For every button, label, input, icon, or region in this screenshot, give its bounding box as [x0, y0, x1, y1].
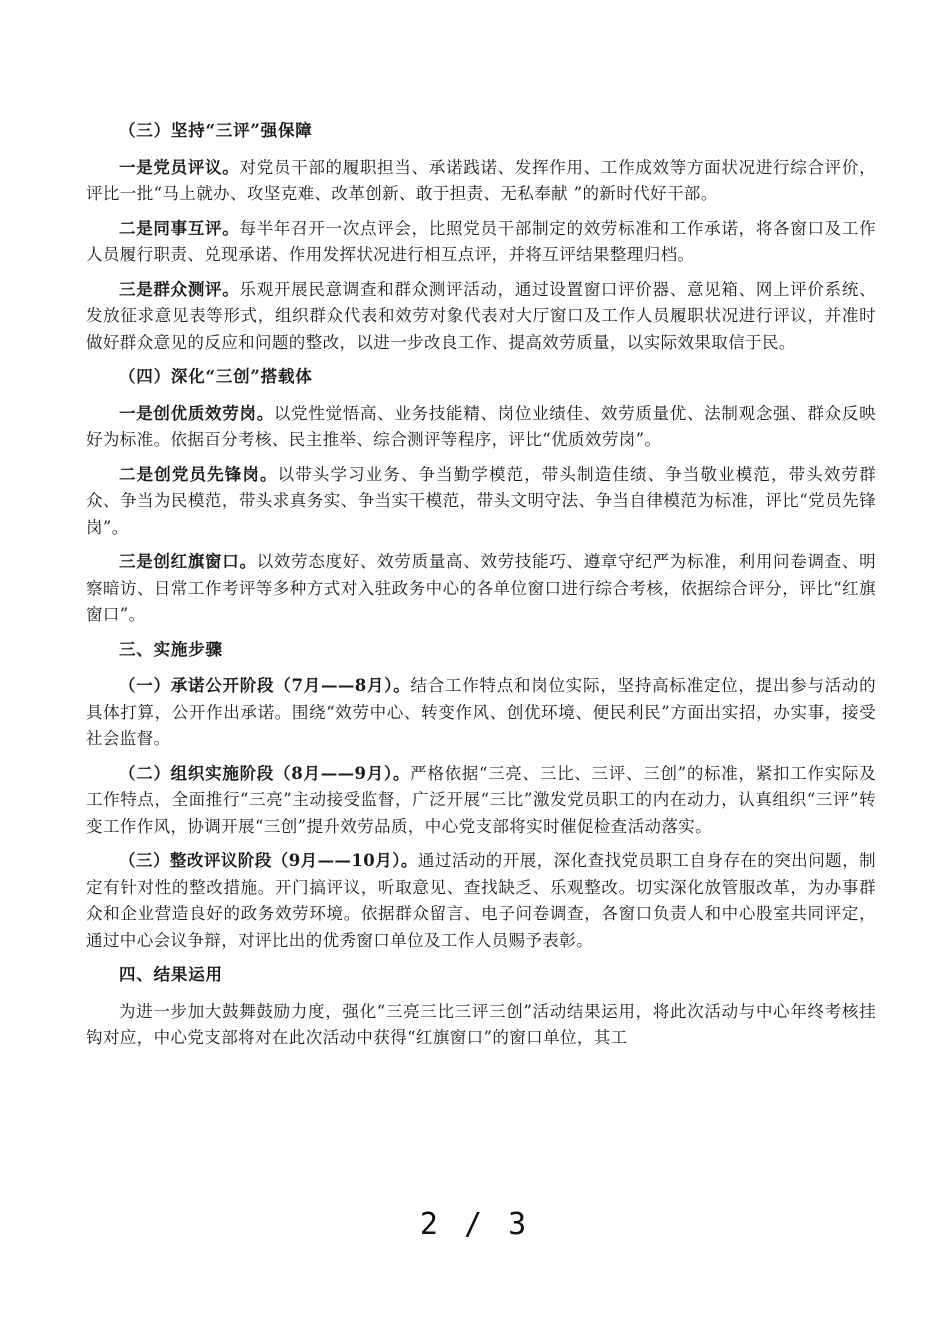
section-heading: 三、实施步骤: [119, 639, 223, 659]
paragraph: [86, 673, 876, 753]
paragraph-body: 为进一步加大鼓舞鼓励力度，强化“三亮三比三评三创”活动结果运用，将此次活动与中心年终考核挂钩对应，中心党支部将对在此次活动中获得“红旗窗口”的窗口单位，其工: [86, 1001, 876, 1047]
paragraph: [86, 155, 876, 208]
paragraph: [86, 216, 876, 269]
paragraph: [86, 462, 876, 542]
section-heading: （三）坚持“三评”强保障: [119, 121, 313, 140]
paragraph: [86, 761, 876, 841]
paragraph-body: 乐观开展民意调查和群众测评活动，通过设置窗口评价器、意见箱、网上评价系统、发放征求意见表等形式，组织群众代表和效劳对象代表对大厅窗口及工作人员履职状况进行评议，并准时做好群众意见的反应和问题的整改，以进一步改良工作、提高效劳质量，以实际效果取信于民。: [86, 279, 876, 352]
paragraph-lead: 三是创红旗窗口。: [119, 552, 257, 571]
paragraph-lead: 二是同事互评。: [119, 218, 240, 238]
paragraph-body: 以效劳态度好、效劳质量高、效劳技能巧、遵章守纪严为标准，利用问卷调查、明察暗访、日常工作考评等多种方式对入驻政务中心的各单位窗口进行综合考核，依据综合评分，评比“红旗窗口”。: [86, 552, 877, 624]
paragraph-body: 以党性觉悟高、业务技能精、岗位业绩佳、效劳质量优、法制观念强、群众反映好为标准。依据百分考核、民主推举、综合测评等程序，评比“优质效劳岗”。: [86, 403, 876, 449]
paragraph-body: 严格依据“三亮、三比、三评、三创”的标准，紧扣工作实际及工作特点，全面推行“三亮”主动接受监督，广泛开展“三比”激发党员职工的内在动力，认真组织“三评”转变工作作风，协调开展“三创”提升效劳品质，中心党支部将实时催促检查活动落实。: [86, 763, 876, 836]
paragraph-body: 对党员干部的履职担当、承诺践诺、发挥作用、工作成效等方面状况进行综合评价，评比一批“马上就办、攻坚克难、改革创新、敢于担责、无私奉献 ”的新时代好干部。: [86, 157, 876, 203]
paragraph: [86, 277, 876, 357]
paragraph: [86, 549, 876, 629]
paragraph-body: 结合工作特点和岗位实际，坚持高标准定位，提出参与活动的具体打算，公开作出承诺。围绕“效劳中心、转变作风、创优环境、便民利民”方面出实招，办实事，接受社会监督。: [86, 676, 876, 748]
paragraph-lead: 一是党员评议。: [119, 157, 240, 177]
paragraph-lead: （一）承诺公开阶段（7月——8月）。: [119, 676, 411, 695]
paragraph-body: 以带头学习业务、争当勤学模范，带头制造佳绩、争当敬业模范，带头效劳群众、争当为民模范，带头求真务实、争当实干模范，带头文明守法、争当自律模范为标准，评比“党员先锋岗”。: [86, 464, 876, 537]
paragraph: [86, 848, 876, 954]
paragraph: [86, 401, 876, 454]
paragraph: [86, 999, 876, 1052]
paragraph-body: 通过活动的开展，深化查找党员职工自身存在的突出问题，制定有针对性的整改措施。开门搞评议，听取意见、查找缺乏、乐观整改。切实深化放管服改革，为办事群众和企业营造良好的政务效劳环境。依据群众留言、电子问卷调查，各窗口负责人和中心股室共同评定，通过中心会议争辩，对评比出的优秀窗口单位及工作人员赐予表彰。: [86, 851, 876, 950]
document-body: [86, 118, 876, 1060]
section-heading: 四、结果运用: [119, 965, 223, 984]
paragraph-lead: 二是创党员先锋岗。: [119, 464, 278, 484]
paragraph-lead: 一是创优质效劳岗。: [119, 403, 274, 423]
paragraph-lead: （三）整改评议阶段（9月——10月）。: [119, 851, 418, 870]
paragraph-lead: 三是群众测评。: [119, 279, 240, 299]
section-heading: （四）深化“三创”搭载体: [119, 367, 313, 386]
paragraph-lead: （二）组织实施阶段（8月——9月）。: [119, 763, 411, 783]
page-number: 2 / 3: [419, 1207, 531, 1242]
paragraph-body: 每半年召开一次点评会，比照党员干部制定的效劳标准和工作承诺，将各窗口及工作人员履行职责、兑现承诺、作用发挥状况进行相互点评，并将互评结果整理归档。: [86, 218, 876, 264]
